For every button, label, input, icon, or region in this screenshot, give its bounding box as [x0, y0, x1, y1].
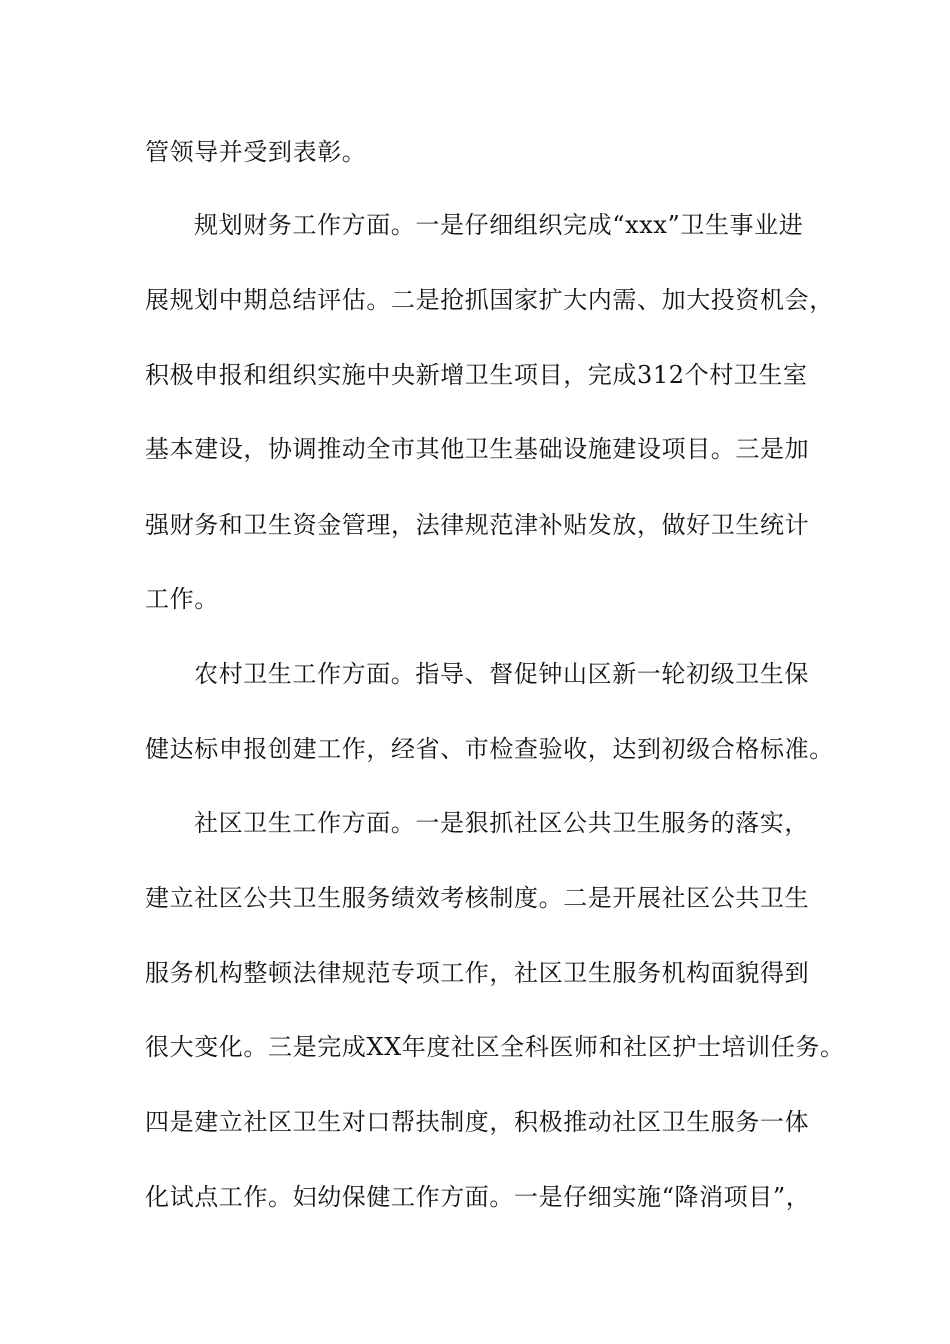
text-line: 管领导并受到表彰。: [145, 138, 367, 166]
text-line: 四是建立社区卫生对口帮扶制度，积极推动社区卫生服务一体: [145, 1108, 810, 1136]
text-line: 强财务和卫生资金管理，法律规范津补贴发放，做好卫生统计: [145, 511, 810, 539]
text-line: 健达标申报创建工作，经省、市检查验收，达到初级合格标准。: [145, 735, 834, 763]
text-line: 很大变化。三是完成XX年度社区全科医师和社区护士培训任务。: [145, 1033, 845, 1061]
paragraph-first-line: 规划财务工作方面。一是仔细组织完成“xxx”卫生事业进: [194, 211, 804, 239]
text-line: 建立社区公共卫生服务绩效考核制度。二是开展社区公共卫生: [145, 884, 810, 912]
text-line: 工作。: [145, 585, 219, 613]
paragraph-first-line: 农村卫生工作方面。指导、督促钟山区新一轮初级卫生保: [194, 660, 809, 688]
text-line: 展规划中期总结评估。二是抢抓国家扩大内需、加大投资机会，: [145, 286, 834, 314]
paragraph-first-line: 社区卫生工作方面。一是狠抓社区公共卫生服务的落实，: [194, 809, 809, 837]
text-line: 服务机构整顿法律规范专项工作，社区卫生服务机构面貌得到: [145, 959, 810, 987]
text-line: 基本建设，协调推动全市其他卫生基础设施建设项目。三是加: [145, 435, 810, 463]
text-line: 积极申报和组织实施中央新增卫生项目，完成312个村卫生室: [145, 361, 808, 389]
text-line: 化试点工作。妇幼保健工作方面。一是仔细实施“降消项目”，: [145, 1183, 811, 1211]
